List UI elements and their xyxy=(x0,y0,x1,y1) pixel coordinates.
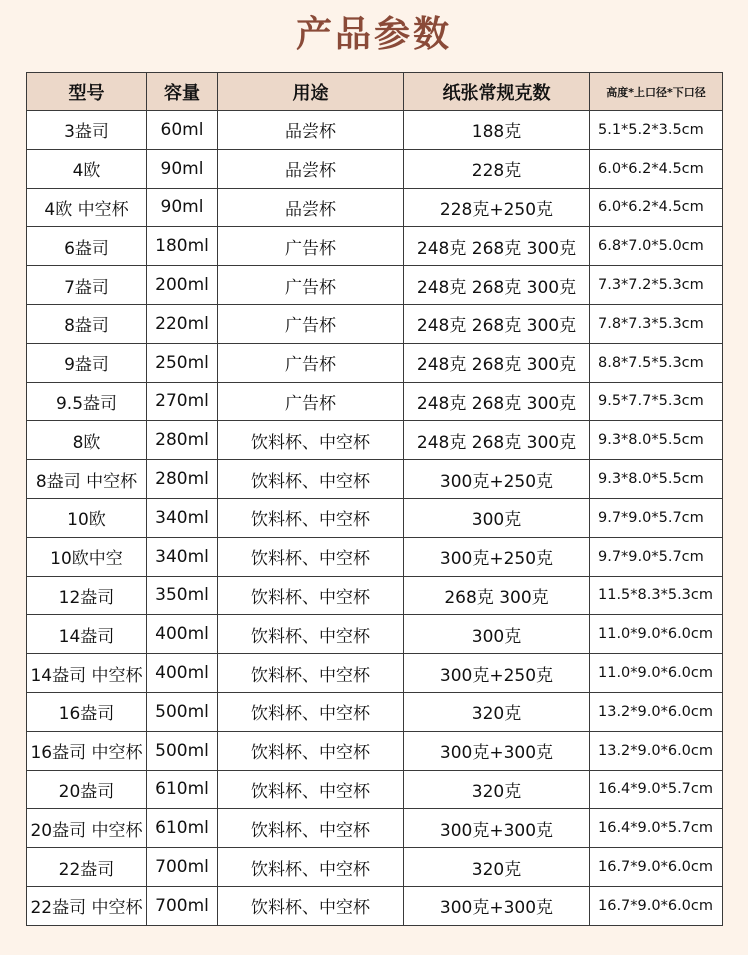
cell-model: 22盎司 xyxy=(27,848,147,887)
cell-capacity: 350ml xyxy=(147,576,218,615)
cell-usage: 饮料杯、中空杯 xyxy=(218,576,404,615)
header-dimensions: 高度*上口径*下口径 xyxy=(590,73,723,111)
cell-dimensions: 8.8*7.5*5.3cm xyxy=(590,343,723,382)
cell-model: 9盎司 xyxy=(27,343,147,382)
cell-paper-weight: 300克 xyxy=(404,615,590,654)
table-row xyxy=(27,382,723,421)
cell-usage: 饮料杯、中空杯 xyxy=(218,615,404,654)
table-row xyxy=(27,654,723,693)
cell-capacity: 90ml xyxy=(147,149,218,188)
cell-model: 8盎司 中空杯 xyxy=(27,460,147,499)
cell-usage: 品尝杯 xyxy=(218,111,404,150)
cell-capacity: 340ml xyxy=(147,537,218,576)
cell-paper-weight: 268克 300克 xyxy=(404,576,590,615)
cell-dimensions: 9.3*8.0*5.5cm xyxy=(590,460,723,499)
cell-capacity: 700ml xyxy=(147,886,218,925)
table-row xyxy=(27,227,723,266)
cell-capacity: 280ml xyxy=(147,460,218,499)
cell-paper-weight: 300克+250克 xyxy=(404,654,590,693)
cell-paper-weight: 300克+250克 xyxy=(404,460,590,499)
table-row xyxy=(27,886,723,925)
cell-model: 12盎司 xyxy=(27,576,147,615)
cell-capacity: 400ml xyxy=(147,654,218,693)
table-row xyxy=(27,266,723,305)
table-row xyxy=(27,537,723,576)
cell-capacity: 280ml xyxy=(147,421,218,460)
table-row xyxy=(27,498,723,537)
table-row xyxy=(27,149,723,188)
cell-paper-weight: 248克 268克 300克 xyxy=(404,304,590,343)
cell-model: 20盎司 中空杯 xyxy=(27,809,147,848)
cell-dimensions: 9.7*9.0*5.7cm xyxy=(590,537,723,576)
cell-dimensions: 9.5*7.7*5.3cm xyxy=(590,382,723,421)
cell-model: 3盎司 xyxy=(27,111,147,150)
page-title: 产品参数 xyxy=(295,14,452,55)
table-row xyxy=(27,460,723,499)
cell-dimensions: 13.2*9.0*6.0cm xyxy=(590,692,723,731)
table-row xyxy=(27,304,723,343)
cell-paper-weight: 300克+300克 xyxy=(404,809,590,848)
cell-usage: 广告杯 xyxy=(218,382,404,421)
cell-capacity: 60ml xyxy=(147,111,218,150)
cell-model: 6盎司 xyxy=(27,227,147,266)
cell-model: 20盎司 xyxy=(27,770,147,809)
cell-model: 22盎司 中空杯 xyxy=(27,886,147,925)
cell-usage: 广告杯 xyxy=(218,343,404,382)
cell-paper-weight: 320克 xyxy=(404,770,590,809)
cell-paper-weight: 320克 xyxy=(404,848,590,887)
cell-paper-weight: 248克 268克 300克 xyxy=(404,343,590,382)
cell-model: 9.5盎司 xyxy=(27,382,147,421)
cell-paper-weight: 188克 xyxy=(404,111,590,150)
cell-paper-weight: 300克 xyxy=(404,498,590,537)
table-row xyxy=(27,111,723,150)
cell-usage: 饮料杯、中空杯 xyxy=(218,848,404,887)
cell-capacity: 250ml xyxy=(147,343,218,382)
header-capacity: 容量 xyxy=(147,73,218,111)
header-model: 型号 xyxy=(27,73,147,111)
cell-usage: 饮料杯、中空杯 xyxy=(218,421,404,460)
cell-paper-weight: 248克 268克 300克 xyxy=(404,266,590,305)
cell-paper-weight: 248克 268克 300克 xyxy=(404,227,590,266)
cell-dimensions: 5.1*5.2*3.5cm xyxy=(590,111,723,150)
table-body xyxy=(27,111,723,926)
header-usage: 用途 xyxy=(218,73,404,111)
cell-dimensions: 16.7*9.0*6.0cm xyxy=(590,886,723,925)
cell-capacity: 340ml xyxy=(147,498,218,537)
cell-paper-weight: 248克 268克 300克 xyxy=(404,382,590,421)
cell-usage: 饮料杯、中空杯 xyxy=(218,886,404,925)
table-row xyxy=(27,421,723,460)
cell-usage: 饮料杯、中空杯 xyxy=(218,537,404,576)
cell-usage: 品尝杯 xyxy=(218,149,404,188)
cell-capacity: 610ml xyxy=(147,770,218,809)
header-paper-weight: 纸张常规克数 xyxy=(404,73,590,111)
cell-dimensions: 7.3*7.2*5.3cm xyxy=(590,266,723,305)
cell-capacity: 400ml xyxy=(147,615,218,654)
cell-paper-weight: 228克+250克 xyxy=(404,188,590,227)
cell-usage: 饮料杯、中空杯 xyxy=(218,770,404,809)
cell-dimensions: 9.7*9.0*5.7cm xyxy=(590,498,723,537)
table-row xyxy=(27,770,723,809)
cell-capacity: 90ml xyxy=(147,188,218,227)
cell-usage: 广告杯 xyxy=(218,227,404,266)
cell-usage: 饮料杯、中空杯 xyxy=(218,460,404,499)
cell-dimensions: 9.3*8.0*5.5cm xyxy=(590,421,723,460)
table-row xyxy=(27,809,723,848)
cell-dimensions: 6.8*7.0*5.0cm xyxy=(590,227,723,266)
cell-paper-weight: 228克 xyxy=(404,149,590,188)
cell-model: 4欧 xyxy=(27,149,147,188)
cell-paper-weight: 300克+250克 xyxy=(404,537,590,576)
cell-model: 14盎司 中空杯 xyxy=(27,654,147,693)
cell-usage: 广告杯 xyxy=(218,266,404,305)
cell-model: 10欧 xyxy=(27,498,147,537)
cell-dimensions: 7.8*7.3*5.3cm xyxy=(590,304,723,343)
cell-capacity: 220ml xyxy=(147,304,218,343)
cell-dimensions: 11.0*9.0*6.0cm xyxy=(590,615,723,654)
cell-dimensions: 6.0*6.2*4.5cm xyxy=(590,149,723,188)
table-row xyxy=(27,731,723,770)
cell-paper-weight: 300克+300克 xyxy=(404,886,590,925)
cell-usage: 饮料杯、中空杯 xyxy=(218,731,404,770)
cell-model: 8欧 xyxy=(27,421,147,460)
cell-usage: 广告杯 xyxy=(218,304,404,343)
table-header-row xyxy=(27,73,723,111)
cell-model: 16盎司 中空杯 xyxy=(27,731,147,770)
cell-capacity: 500ml xyxy=(147,692,218,731)
cell-usage: 饮料杯、中空杯 xyxy=(218,654,404,693)
cell-paper-weight: 248克 268克 300克 xyxy=(404,421,590,460)
table-row xyxy=(27,615,723,654)
cell-paper-weight: 300克+300克 xyxy=(404,731,590,770)
cell-model: 16盎司 xyxy=(27,692,147,731)
cell-dimensions: 16.4*9.0*5.7cm xyxy=(590,809,723,848)
cell-capacity: 610ml xyxy=(147,809,218,848)
cell-capacity: 200ml xyxy=(147,266,218,305)
cell-model: 8盎司 xyxy=(27,304,147,343)
cell-usage: 饮料杯、中空杯 xyxy=(218,498,404,537)
cell-paper-weight: 320克 xyxy=(404,692,590,731)
cell-model: 4欧 中空杯 xyxy=(27,188,147,227)
cell-capacity: 180ml xyxy=(147,227,218,266)
product-params-table xyxy=(26,72,723,926)
cell-capacity: 270ml xyxy=(147,382,218,421)
cell-usage: 饮料杯、中空杯 xyxy=(218,692,404,731)
cell-dimensions: 11.5*8.3*5.3cm xyxy=(590,576,723,615)
table-row xyxy=(27,692,723,731)
table-row xyxy=(27,188,723,227)
cell-capacity: 500ml xyxy=(147,731,218,770)
cell-usage: 饮料杯、中空杯 xyxy=(218,809,404,848)
cell-dimensions: 6.0*6.2*4.5cm xyxy=(590,188,723,227)
cell-usage: 品尝杯 xyxy=(218,188,404,227)
cell-dimensions: 16.7*9.0*6.0cm xyxy=(590,848,723,887)
table-row xyxy=(27,343,723,382)
cell-dimensions: 13.2*9.0*6.0cm xyxy=(590,731,723,770)
cell-model: 10欧中空 xyxy=(27,537,147,576)
cell-model: 14盎司 xyxy=(27,615,147,654)
table-row xyxy=(27,848,723,887)
cell-dimensions: 11.0*9.0*6.0cm xyxy=(590,654,723,693)
cell-capacity: 700ml xyxy=(147,848,218,887)
cell-model: 7盎司 xyxy=(27,266,147,305)
cell-dimensions: 16.4*9.0*5.7cm xyxy=(590,770,723,809)
table-row xyxy=(27,576,723,615)
